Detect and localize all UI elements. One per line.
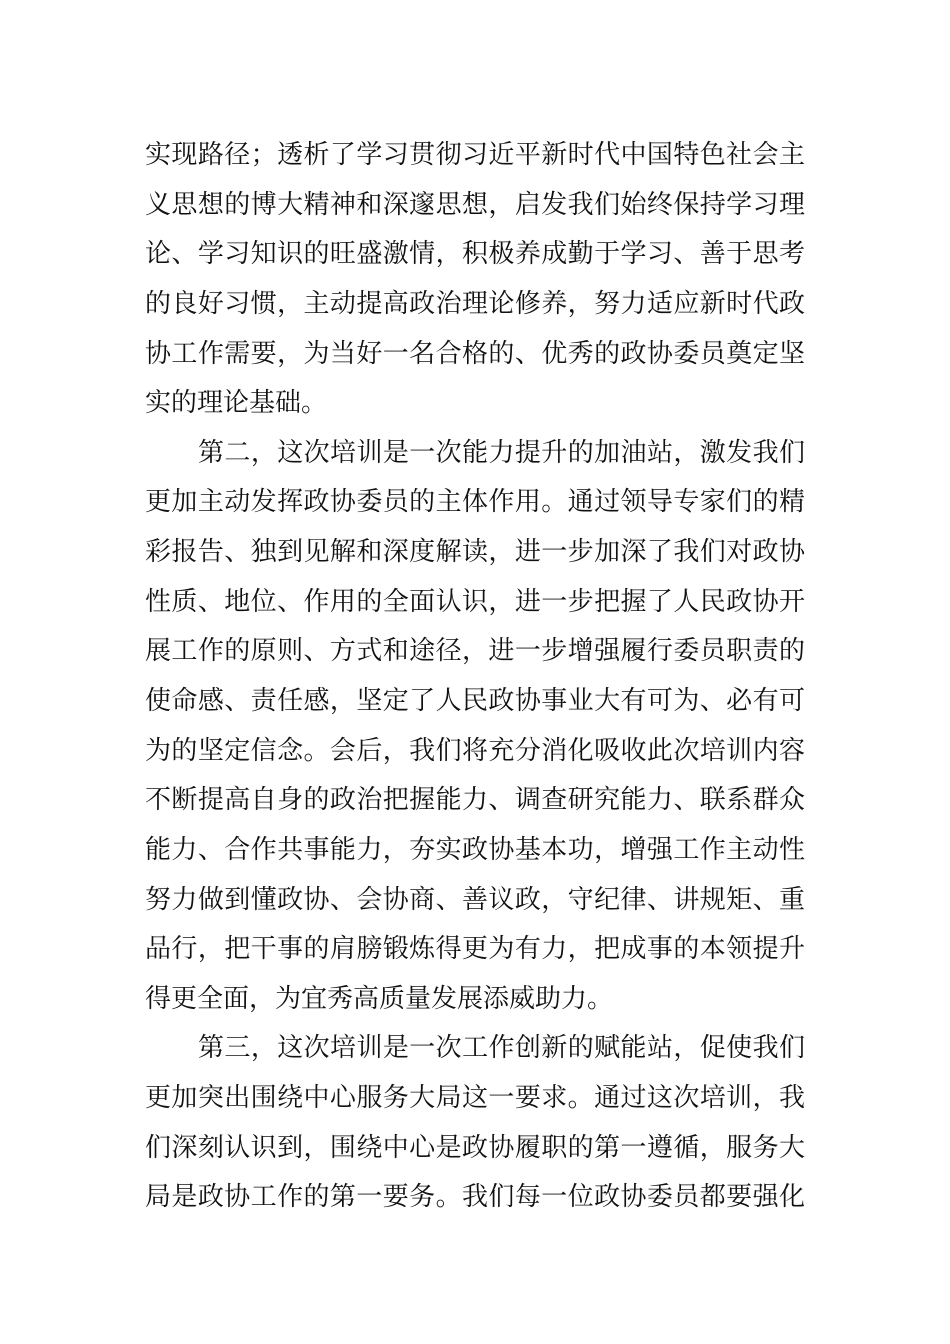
text-line-5: 协工作需要，为当好一名合格的、优秀的政协委员奠定坚 — [145, 339, 805, 369]
text-line-14: 不断提高自身的政治把握能力、调查研究能力、联系群众 — [145, 785, 805, 815]
text-line-11: 展工作的原则、方式和途径，进一步增强履行委员职责的 — [145, 636, 805, 666]
text-line-1: 实现路径；透析了学习贯彻习近平新时代中国特色社会主 — [145, 140, 805, 170]
text-line-16: 努力做到懂政协、会协商、善议政，守纪律、讲规矩、重 — [145, 885, 805, 915]
text-line-3: 论、学习知识的旺盛激情，积极养成勤于学习、善于思考 — [145, 239, 805, 269]
text-line-8: 更加主动发挥政协委员的主体作用。通过领导专家们的精 — [145, 487, 805, 517]
text-line-6: 实的理论基础。 — [145, 388, 328, 418]
paragraph-3-start: 第三，这次培训是一次工作创新的赋能站，促使我们 — [198, 1033, 805, 1063]
text-line-15: 能力、合作共事能力，夯实政协基本功，增强工作主动性 — [145, 835, 805, 865]
text-line-12: 使命感、责任感，坚定了人民政协事业大有可为、必有可 — [145, 686, 805, 716]
text-line-21: 们深刻认识到，围绕中心是政协履职的第一遵循，服务大 — [145, 1133, 805, 1163]
text-line-18: 得更全面，为宜秀高质量发展添威助力。 — [145, 984, 614, 1014]
text-line-9: 彩报告、独到见解和深度解读，进一步加深了我们对政协 — [145, 537, 805, 567]
text-line-4: 的良好习惯，主动提高政治理论修养，努力适应新时代政 — [145, 289, 805, 319]
text-line-2: 义思想的博大精神和深邃思想，启发我们始终保持学习理 — [145, 190, 805, 220]
text-line-13: 为的坚定信念。会后，我们将充分消化吸收此次培训内容 — [145, 736, 805, 766]
text-line-22: 局是政协工作的第一要务。我们每一位政协委员都要强化 — [145, 1182, 805, 1212]
text-line-17: 品行，把干事的肩膀锻炼得更为有力，把成事的本领提升 — [145, 934, 805, 964]
text-line-10: 性质、地位、作用的全面认识，进一步把握了人民政协开 — [145, 587, 805, 617]
paragraph-2-start: 第二，这次培训是一次能力提升的加油站，激发我们 — [198, 438, 805, 468]
text-line-20: 更加突出围绕中心服务大局这一要求。通过这次培训，我 — [145, 1083, 805, 1113]
